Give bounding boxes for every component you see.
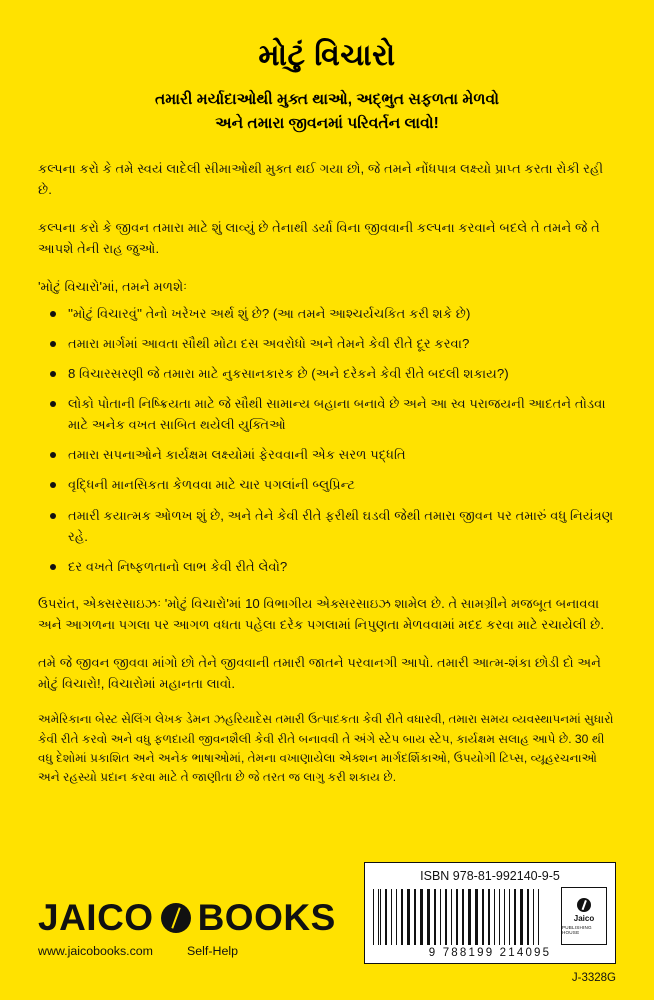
- list-item: ''મોટું વિચારવું'' તેનો ખરેખર અર્થ શું છે? (આ તમને આશ્ચર્યચકિત કરી શકે છે): [38, 303, 616, 324]
- jaico-logo-icon: [161, 903, 191, 933]
- page-title: મોટું વિચારો: [258, 39, 396, 72]
- list-item: તમારા માર્ગમાં આવતા સૌથી મોટા દસ અવરોધો અને તેમને કેવી રીતે દૂર કરવા?: [38, 333, 616, 354]
- publisher-name-part1: JAICO: [38, 897, 154, 938]
- list-item: વૃદ્ધિની માનસિકતા કેળવવા માટે ચાર પગલાંની બ્લુપ્રિન્ટ: [38, 474, 616, 495]
- book-category: Self-Help: [187, 944, 238, 958]
- list-item: લોકો પોતાની નિષ્ક્રિયતા માટે જે સૌથી સામાન્ય બહાના બનાવે છે અને આ સ્વ પરાજયની આદતને તોડવા માટે અનેક વખત સાબિત થયેલી યુક્તિઓ: [38, 393, 616, 435]
- subtitle: [38, 88, 616, 136]
- subtitle-line-2: અને તમારા જીવનમાં પરિવર્તન લાવો!: [215, 115, 439, 133]
- publisher-logo: [38, 899, 338, 936]
- feature-list: [38, 303, 616, 577]
- isbn-barcode-block: [364, 862, 616, 964]
- author-paragraph: અમેરિકાના બેસ્ટ સેલિંગ લેખક ડેમન ઝહરિયાદેસ તમારી ઉત્પાદકતા કેવી રીતે વધારવી, તમારા સમય વ્યવસ્થાપનમાં સુધારો કેવી રીતે કરવો અને વધુ ફળદાયી જીવનશૈલી કેવી રીતે બનાવવી તે અંગે સ્ટેપ બાય સ્ટેપ, કાર્યક્ષમ સલાહ આપે છે. 30 થી વધુ દેશોમાં પ્રકાશિત અને અનેક ભાષાઓમાં, તેમના વખાણાયેલા એક્શન માર્ગદર્શિકાઓ, ઉપયોગી ટિપ્સ, વ્યૂહરચનાઓ અને રહસ્યો પ્રદાન કરવા માટે તે જાણીતા છે જે તરત જ લાગુ કરી શકાય છે.: [38, 712, 614, 785]
- intro-paragraph-1: કલ્પના કરો કે તમે સ્વયં લાદેલી સીમાઓથી મુક્ત થઈ ગયા છો, જે તમને નોંધપાત્ર લક્ષ્યો પ્રાપ્ત કરતા રોકી રહી છે.: [38, 161, 604, 198]
- list-intro: 'મોટું વિચારો'માં, તમને મળશેઃ: [38, 278, 188, 294]
- list-item: દર વખતે નિષ્ફળતાનો લાભ કેવી રીતે લેવો?: [38, 556, 616, 577]
- intro-paragraph-2: કલ્પના કરો કે જીવન તમારા માટે શું લાવ્યું છે તેનાથી ડર્યા વિના જીવવાની કલ્પના કરવાને બદલે તે તમને જે તે આપશે તેની રાહ જુઓ.: [38, 219, 600, 257]
- publisher-block: [38, 899, 338, 958]
- internal-code: J-3328G: [571, 972, 616, 984]
- isbn-label: ISBN 978-81-992140-9-5: [420, 869, 560, 883]
- jaico-badge-icon: [577, 898, 591, 912]
- barcode-image: [373, 889, 555, 945]
- list-item: તમારી કયાત્મક ઓળખ શું છે, અને તેને કેવી રીતે ફરીથી ઘડવી જેથી તમારા જીવન પર તમારું વધુ નિયંત્રણ રહે.: [38, 505, 616, 547]
- publisher-website[interactable]: www.jaicobooks.com: [38, 944, 154, 958]
- publisher-name-part2: BOOKS: [197, 897, 336, 938]
- closing-paragraph: તમે જે જીવન જીવવા માંગો છો તેને જીવવાની તમારી જાતને પરવાનગી આપો. તમારી આત્મ-શંકા છોડી દો અને મોટું વિચારો!, વિચારોમાં મહાનતા લાવો.: [38, 654, 602, 692]
- exercises-paragraph: ઉપરાંત, એક્સરસાઇઝઃ 'મોટું વિચારો'માં 10 વિભાગીય એક્સરસાઇઝ શામેલ છે. તે સામગ્રીને મજબૂત બનાવવા અને આગળના પગલા પર આગળ વધતા પહેલા દરેક પગલામાં નિપુણતા મેળવવામાં મદદ કરવા માટે રચાયેલી છે.: [38, 595, 605, 633]
- list-item: તમારા સપનાઓને કાર્યક્ષમ લક્ષ્યોમાં ફેરવવાની એક સરળ પદ્ધતિ: [38, 444, 616, 465]
- list-item: 8 વિચારસરણી જે તમારા માટે નુકસાનકારક છે (અને દરેકને કેવી રીતે બદલી શકાય?): [38, 363, 616, 384]
- publisher-badge: [561, 887, 607, 945]
- badge-subtitle: PUBLISHING HOUSE: [562, 924, 592, 935]
- barcode-row: [373, 887, 607, 945]
- badge-name: Jaico: [573, 913, 595, 923]
- subtitle-line-1: તમારી મર્યાદાઓથી મુક્ત થાઓ, અદ્ભુત સફળતા મેળવો: [155, 91, 499, 108]
- barcode-digits: 9 788199 214095: [428, 947, 552, 959]
- publisher-meta: [38, 944, 338, 958]
